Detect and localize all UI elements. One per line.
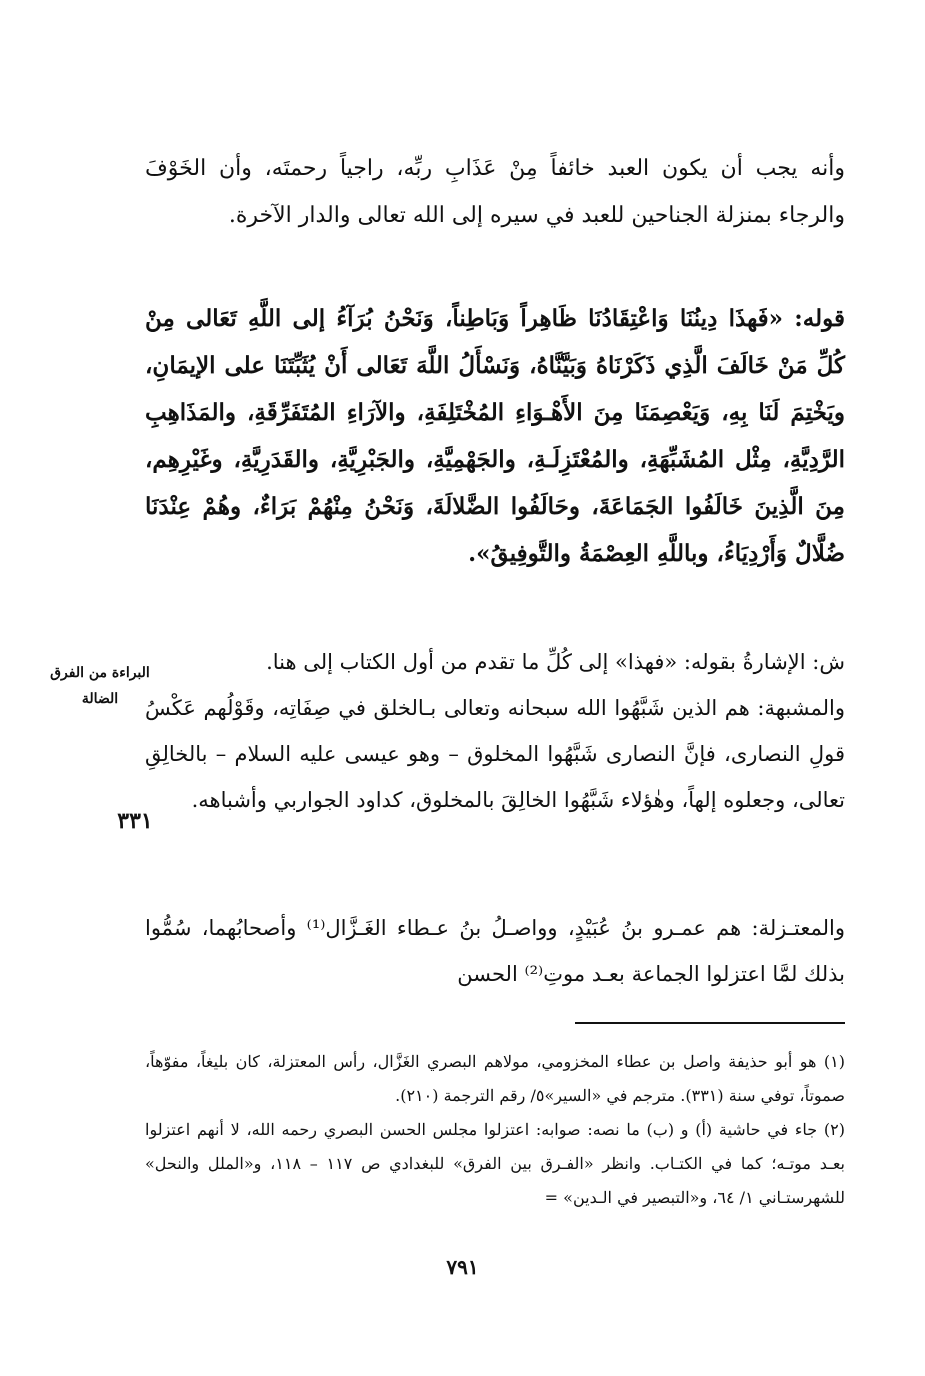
margin-page-reference: ٣٣١ (117, 808, 153, 834)
paragraph-mushabbiha: والمشبهة: هم الذين شَبَّهُوا الله سبحانه وتعالى بـالخلق في صِفَاتِه، وقَوْلُهم عَكْسُ قولِ النصارى، فإنَّ النصارى شَبَّهُوا المخلوق – وهو عيسى عليه السلام – بالخالِقِ تعالى، وجعلوه إلهاً، وهٰؤلاء شَبَّهُوا الخالِقَ بالمخلوق، كداود الجواربي وأشباهه. (145, 696, 845, 812)
footnotes (145, 1045, 845, 1215)
margin-heading: البراءة من الفرق الضالة (50, 665, 150, 707)
page-number: ٧٩١ (446, 1255, 479, 1279)
paragraph-commentary-opening: ش: الإشارةُ بقوله: «فهذا» إلى كُلِّ ما تقدم من أول الكتاب إلى هنا. (266, 650, 845, 674)
paragraph-mutazila: والمعتـزلة: هم عمـرو بنُ عُبَيْدٍ، وواصـلُ بنُ عـطاء الغَـزَّال⁽¹⁾ وأصحابُهما، سُمُّوا بذلك لمَّا اعتزلوا الجماعة بعـد موتِ⁽²⁾ الحسن (145, 916, 845, 986)
paragraph-fear-and-hope: وأنه يجب أن يكون العبد خائفاً مِنْ عَذَابِ ربِّه، راجياً رحمتَه، وأن الخَوْفَ والرجاء بمنزلة الجناحين للعبد في سيره إلى الله تعالى والدار الآخرة. (145, 156, 845, 228)
footnote-2: (٢) جاء في حاشية (أ) و (ب) ما نصه: صوابه: اعتزلوا مجلس الحسن البصري رحمه الله، لا أنهم اعتزلوا بعـد موتـه؛ كما في الكتـاب. وانظر «الفـرق بين الفرق» للبغدادي ص ١١٧ – ١١٨، و«الملل والنحل» للشهرستـاني ١/ ٦٤، و«التبصير في الـدين» = (145, 1120, 846, 1207)
footnote-separator (575, 1022, 845, 1024)
paragraph-quoted-creed-text: قوله: «فَهذَا دِينُنَا وَاعْتِقَادُنَا ظَاهِراً وَبَاطِناً، وَنَحْنُ بُرَآءُ إلى اللَّهِ تَعَالى مِنْ كُلِّ مَنْ خَالَفَ الَّذِي ذَكَرْنَاهُ وَبَيَّنَّاهُ، وَنَسْأَلُ اللَّهَ تَعَالى أَنْ يُثَبِّتَنَا على الإيمَانِ، ويَخْتِمَ لَنَا بِهِ، وَيَعْصِمَنَا مِنَ الأَهْـوَاءِ المُخْتَلِفَةِ، والآرَاءِ المُتَفَرِّقَةِ، والمَذَاهِبِ الرَّدِيَّةِ، مِثْل المُشَبِّهَةِ، والمُعْتَزِلَـةِ، والجَهْمِيَّةِ، والجَبْرِيَّةِ، والقَدَرِيَّةِ، وغَيْرِهِم، مِنَ الَّذِينَ خَالَفُوا الجَمَاعَةَ، وحَالَفُوا الضَّلالَةَ، وَنَحْنُ مِنْهُمْ بَرَاءٌ، وهُمْ عِنْدَنَا ضُلَّالٌ وَأَرْدِيَاءُ، وباللَّهِ العِصْمَةُ والتَّوفِيقُ». (145, 305, 846, 567)
footnote-1: (١) هو أبو حذيفة واصل بن عطاء المخزومي، مولاهم البصري الغَزَّال، رأس المعتزلة، كان بليغاً، مفوّهاً، صموتاً، توفي سنة (٣٣١). مترجم في «السير»٥/ رقم الترجمة (٢١٠). (145, 1052, 845, 1105)
